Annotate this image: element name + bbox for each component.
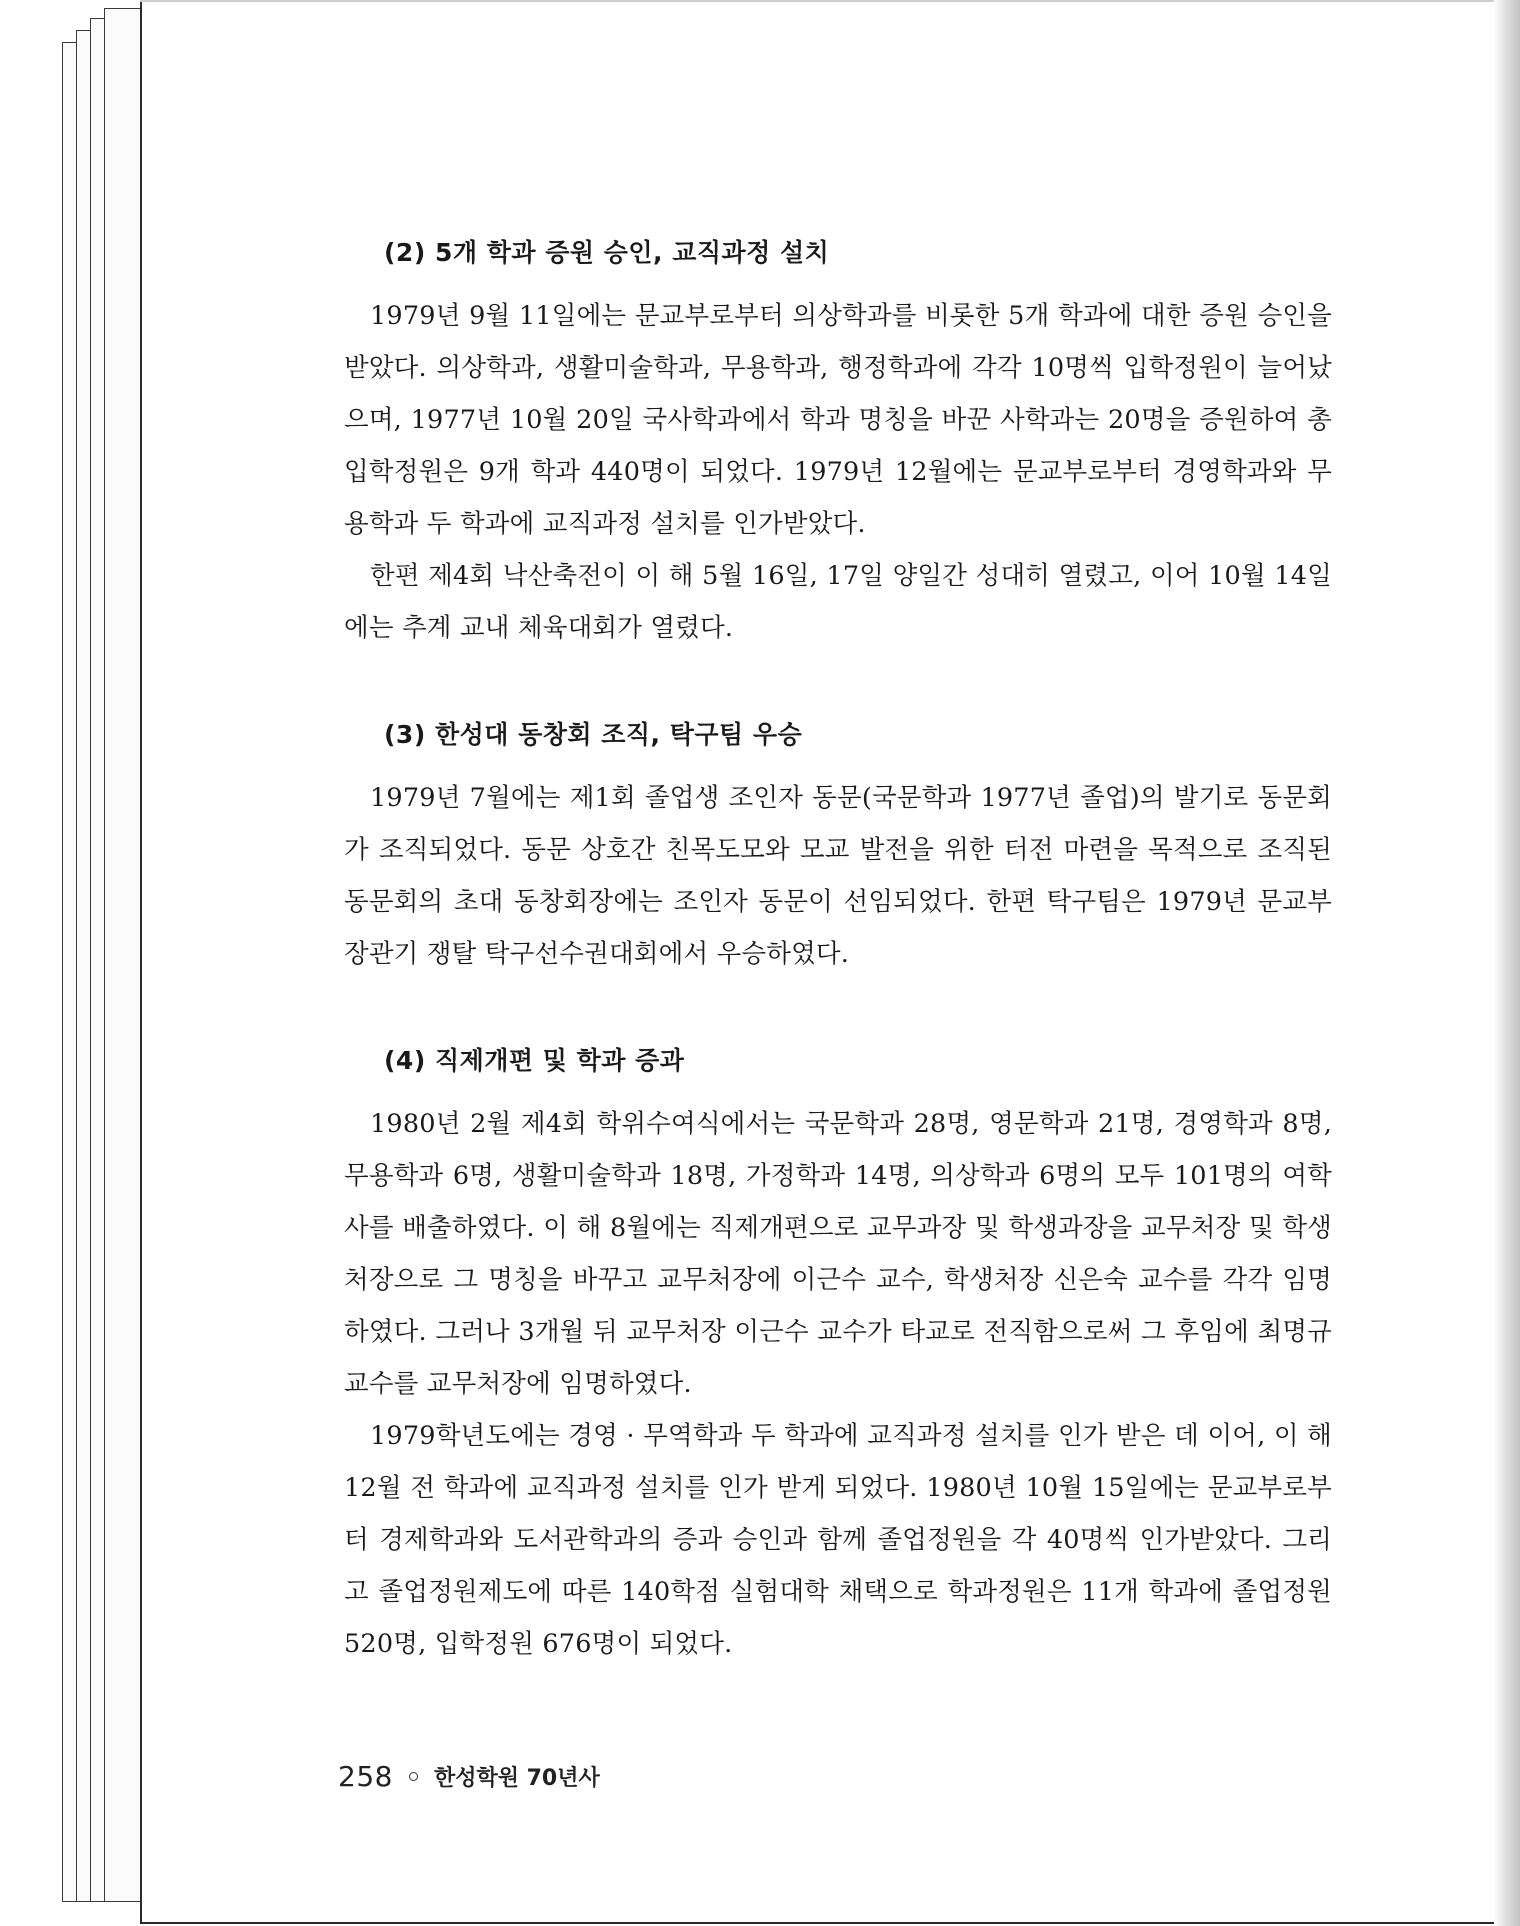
page-body (344, 232, 1332, 1730)
paragraph: 1979년 7월에는 제1회 졸업생 조인자 동문(국문학과 1977년 졸업)의 발기로 동문회가 조직되었다. 동문 상호간 친목도모와 모교 발전을 위한 터전 마련을 목적으로 조직된 동문회의 초대 동창회장에는 조인자 동문이 선임되었다. 한편 탁구팀은 1979년 문교부 장관기 쟁탈 탁구선수권대회에서 우승하였다. (344, 783, 1332, 969)
paragraph: 한편 제4회 낙산축전이 이 해 5월 16일, 17일 양일간 성대히 열렸고, 이어 10월 14일에는 추계 교내 체육대회가 열렸다. (344, 561, 1332, 643)
section-3 (344, 714, 1332, 980)
book-title: 한성학원 70년사 (433, 1766, 600, 1791)
paragraph: 1980년 2월 제4회 학위수여식에서는 국문학과 28명, 영문학과 21명, 경영학과 8명, 무용학과 6명, 생활미술학과 18명, 가정학과 14명, 의상학과 6명의 모두 101명의 여학사를 배출하였다. 이 해 8월에는 직제개편으로 교무과장 및 학생과장을 교무처장 및 학생처장으로 그 명칭을 바꾸고 교무처장에 이근수 교수, 학생처장 신은숙 교수를 각각 임명하였다. 그러나 3개월 뒤 교무처장 이근수 교수가 타교로 전직함으로써 그 후임에 최명규 교수를 교무처장에 임명하였다. (344, 1109, 1332, 1399)
section-heading: (4) 직제개편 및 학과 증과 (384, 1046, 685, 1075)
paragraph: 1979년 9월 11일에는 문교부로부터 의상학과를 비롯한 5개 학과에 대한 증원 승인을 받았다. 의상학과, 생활미술학과, 무용학과, 행정학과에 각각 10명씩 입학정원이 늘어났으며, 1977년 10월 20일 국사학과에서 학과 명칭을 바꾼 사학과는 20명을 증원하여 총 입학정원은 9개 학과 440명이 되었다. 1979년 12월에는 문교부로부터 경영학과와 무용학과 두 학과에 교직과정 설치를 인가받았다. (344, 301, 1332, 539)
bullet-dot-icon (409, 1772, 418, 1781)
page-number: 258 (338, 1760, 393, 1793)
page-footer (338, 1760, 600, 1793)
section-2 (344, 232, 1332, 654)
section-heading: (2) 5개 학과 증원 승인, 교직과정 설치 (384, 238, 830, 267)
page-shadow (1494, 0, 1520, 1926)
section-heading: (3) 한성대 동창회 조직, 탁구팀 우승 (384, 720, 803, 749)
section-4 (344, 1040, 1332, 1670)
page-top-edge (140, 0, 1496, 2)
paragraph: 1979학년도에는 경영 · 무역학과 두 학과에 교직과정 설치를 인가 받은 데 이어, 이 해 12월 전 학과에 교직과정 설치를 인가 받게 되었다. 1980년 10월 15일에는 문교부로부터 경제학과와 도서관학과의 증과 승인과 함께 졸업정원을 각 40명씩 인가받았다. 그리고 졸업정원제도에 따른 140학점 실험대학 채택으로 학과정원은 11개 학과에 졸업정원 520명, 입학정원 676명이 되었다. (344, 1421, 1332, 1659)
